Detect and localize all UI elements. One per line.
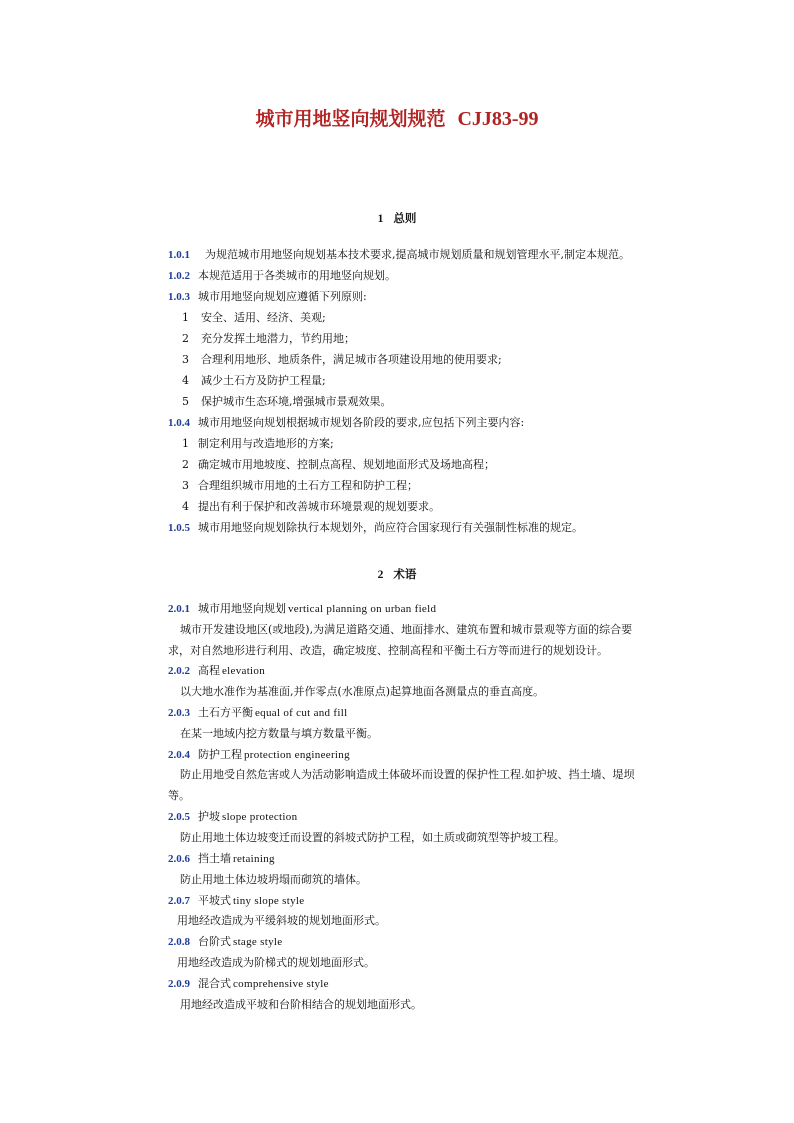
clause-1-0-1 <box>168 248 680 262</box>
list-item: 3 合理利用地形、地质条件，满足城市各项建设用地的使用要求; <box>182 353 502 366</box>
term-name: 高程 <box>198 664 220 677</box>
list-item: 2 充分发挥土地潜力，节约用地； <box>182 332 355 345</box>
term-number: 2.0.8 <box>168 936 190 948</box>
term-definition: 城市开发建设地区(或地段),为满足道路交通、地面排水、建筑布置和城市景观等方面的综合要 <box>180 623 633 636</box>
term-definition: 用地经改造成为平缓斜坡的规划地面形式。 <box>177 914 386 927</box>
term-english: equal of cut and fill <box>255 707 348 719</box>
term-number: 2.0.5 <box>168 811 190 823</box>
list-item: 4 提出有利于保护和改善城市环境景观的规划要求。 <box>182 500 440 513</box>
term-2-0-1 <box>168 602 680 616</box>
term-definition: 防止用地受自然危害或人为活动影响造成土体破坏而设置的保护性工程.如护坡、挡土墙、堤坝 <box>180 768 635 781</box>
term-number: 2.0.2 <box>168 665 190 677</box>
clause-number: 1.0.5 <box>168 522 190 534</box>
term-2-0-7 <box>168 894 680 908</box>
term-english: stage style <box>233 936 283 948</box>
section-title: 术语 <box>393 567 417 581</box>
term-2-0-2 <box>168 664 680 678</box>
term-2-0-5 <box>168 810 680 824</box>
clause-1-0-5 <box>168 521 680 535</box>
list-item: 5 保护城市生态环境,增强城市景观效果。 <box>182 395 392 408</box>
term-english: tiny slope style <box>233 895 305 907</box>
term-name: 城市用地竖向规划 <box>198 602 286 615</box>
clause-text: 城市用地竖向规划根据城市规划各阶段的要求,应包括下列主要内容: <box>198 416 525 429</box>
list-item: 1 安全、适用、经济、美观; <box>182 311 326 324</box>
section-title: 总则 <box>393 211 417 225</box>
term-number: 2.0.7 <box>168 895 190 907</box>
term-english: retaining <box>233 853 275 865</box>
term-definition-continued: 求，对自然地形进行利用、改造，确定坡度、控制高程和平衡土石方等而进行的规划设计。 <box>168 644 608 657</box>
term-number: 2.0.1 <box>168 603 190 615</box>
clause-text: 为规范城市用地竖向规划基本技术要求,提高城市规划质量和规划管理水平,制定本规范。 <box>205 248 630 261</box>
term-english: elevation <box>222 665 266 677</box>
term-number: 2.0.9 <box>168 978 190 990</box>
term-number: 2.0.6 <box>168 853 190 865</box>
term-name: 台阶式 <box>198 935 231 948</box>
clause-number: 1.0.4 <box>168 417 190 429</box>
term-name: 平坡式 <box>198 894 231 907</box>
term-english: comprehensive style <box>233 978 329 990</box>
term-name: 土石方平衡 <box>198 706 253 719</box>
term-english: protection engineering <box>244 749 350 761</box>
term-definition: 以大地水准作为基准面,并作零点(水准原点)起算地面各测量点的垂直高度。 <box>180 685 545 698</box>
clause-1-0-4 <box>168 416 680 430</box>
term-name: 防护工程 <box>198 748 242 761</box>
term-number: 2.0.4 <box>168 749 190 761</box>
section-number: 1 <box>377 213 384 225</box>
term-definition: 防止用地土体边坡变迁而设置的斜坡式防护工程，如土质或砌筑型等护坡工程。 <box>180 831 565 844</box>
clause-number: 1.0.2 <box>168 270 190 282</box>
list-item: 2 确定城市用地坡度、控制点高程、规划地面形式及场地高程； <box>182 458 495 471</box>
clause-text: 本规范适用于各类城市的用地竖向规划。 <box>198 269 396 282</box>
term-2-0-6 <box>168 852 680 866</box>
term-definition-continued: 等。 <box>168 789 190 802</box>
title-code: CJJ83-99 <box>457 108 539 130</box>
term-number: 2.0.3 <box>168 707 190 719</box>
term-definition: 用地经改造成为阶梯式的规划地面形式。 <box>177 956 375 969</box>
term-english: slope protection <box>222 811 298 823</box>
term-name: 混合式 <box>198 977 231 990</box>
clause-1-0-2 <box>168 269 680 283</box>
clause-1-0-3 <box>168 290 680 304</box>
list-item: 4 减少土石方及防护工程量; <box>182 374 326 387</box>
term-2-0-8 <box>168 935 680 949</box>
term-name: 护坡 <box>198 810 220 823</box>
term-definition: 在某一地域内挖方数量与填方数量平衡。 <box>180 727 378 740</box>
term-2-0-9 <box>168 977 680 991</box>
term-definition: 防止用地土体边坡坍塌而砌筑的墙体。 <box>180 873 367 886</box>
term-english: vertical planning on urban field <box>288 603 437 615</box>
clause-text: 城市用地竖向规划除执行本规划外，尚应符合国家现行有关强制性标准的规定。 <box>198 521 583 534</box>
document-title <box>0 104 794 131</box>
term-2-0-4 <box>168 748 680 762</box>
term-definition: 用地经改造成平坡和台阶相结合的规划地面形式。 <box>180 998 422 1011</box>
section-number: 2 <box>377 569 384 581</box>
clause-number: 1.0.1 <box>168 249 190 261</box>
section-heading-2 <box>0 566 794 582</box>
term-name: 挡土墙 <box>198 852 231 865</box>
term-2-0-3 <box>168 706 680 720</box>
section-heading-1 <box>0 210 794 226</box>
clause-number: 1.0.3 <box>168 291 190 303</box>
list-item: 1 制定利用与改造地形的方案; <box>182 437 334 450</box>
list-item: 3 合理组织城市用地的土石方工程和防护工程； <box>182 479 418 492</box>
title-main: 城市用地竖向规划规范 <box>255 108 446 130</box>
clause-text: 城市用地竖向规划应遵循下列原则: <box>198 290 367 303</box>
